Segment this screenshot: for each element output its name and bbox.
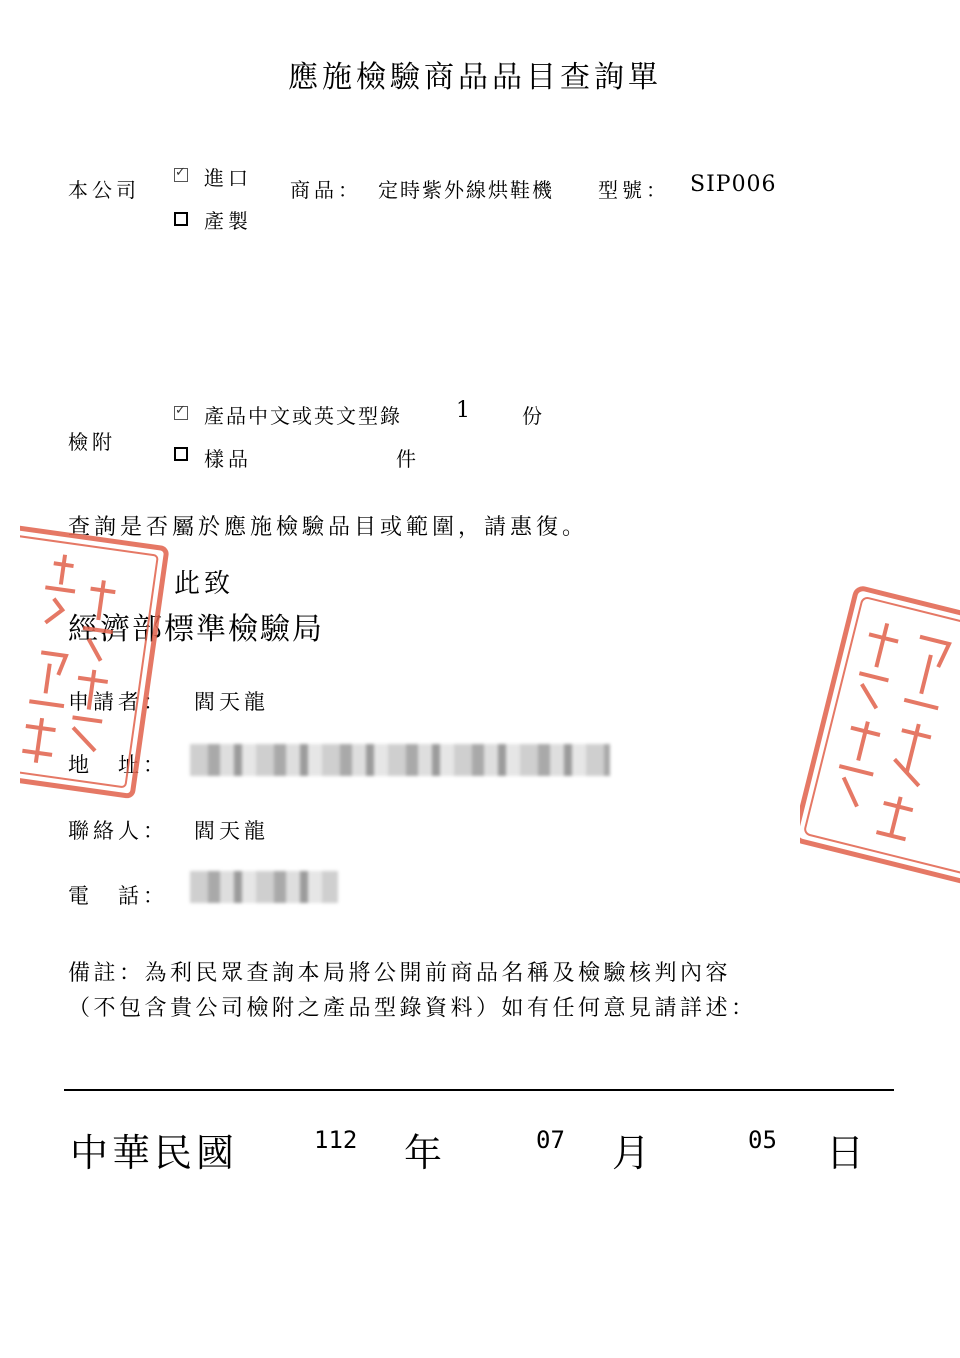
remarks-line-1: 備註：為利民眾查詢本局將公開前商品名稱及檢驗核判內容 xyxy=(68,961,732,986)
sample-label: 樣品 xyxy=(204,447,252,471)
attachments-label: 檢附 xyxy=(68,430,116,454)
official-seal-right xyxy=(800,585,960,885)
signature-line xyxy=(64,1089,894,1091)
catalog-label: 產品中文或英文型錄 xyxy=(204,404,402,428)
salutation: 此致 xyxy=(174,569,235,599)
inquiry-text: 查詢是否屬於應施檢驗品目或範圍，請惠復。 xyxy=(68,515,589,540)
official-seal-left xyxy=(20,520,170,810)
catalog-quantity: 1 xyxy=(456,398,470,423)
product-label: 商品： xyxy=(290,178,362,202)
sample-checkbox[interactable] xyxy=(174,447,188,461)
date-month: 07 xyxy=(536,1126,565,1154)
catalog-checkbox[interactable] xyxy=(174,406,188,420)
address-redacted xyxy=(190,744,610,776)
date-year-unit: 年 xyxy=(404,1131,447,1175)
applicant-value: 閻天龍 xyxy=(194,690,269,714)
date-day: 05 xyxy=(748,1126,777,1154)
date-month-unit: 月 xyxy=(612,1131,655,1175)
document-title: 應施檢驗商品品目查詢單 xyxy=(288,60,662,95)
company-label: 本公司 xyxy=(68,178,140,202)
remarks-line-2: （不包含貴公司檢附之產品型錄資料）如有任何意見請詳述： xyxy=(68,996,757,1021)
import-checkbox[interactable] xyxy=(174,168,188,182)
phone-redacted xyxy=(190,871,338,903)
recipient: 經濟部標準檢驗局 xyxy=(68,612,324,647)
date-era: 中華民國 xyxy=(70,1131,239,1175)
phone-label: 電 話： xyxy=(68,884,168,908)
product-name: 定時紫外線烘鞋機 xyxy=(378,178,554,202)
contact-label: 聯絡人： xyxy=(68,819,168,843)
manufacture-checkbox[interactable] xyxy=(174,212,188,226)
address-label: 地 址： xyxy=(68,753,168,777)
contact-value: 閻天龍 xyxy=(194,819,269,843)
import-option-label: 進口 xyxy=(204,166,252,190)
model-label: 型號： xyxy=(598,178,670,202)
applicant-label: 申請者： xyxy=(68,690,168,714)
catalog-unit: 份 xyxy=(522,404,546,428)
date-day-unit: 日 xyxy=(826,1131,869,1175)
model-value: SIP006 xyxy=(690,172,777,197)
manufacture-option-label: 產製 xyxy=(204,209,252,233)
date-year: 112 xyxy=(314,1126,358,1154)
sample-unit: 件 xyxy=(396,447,420,471)
